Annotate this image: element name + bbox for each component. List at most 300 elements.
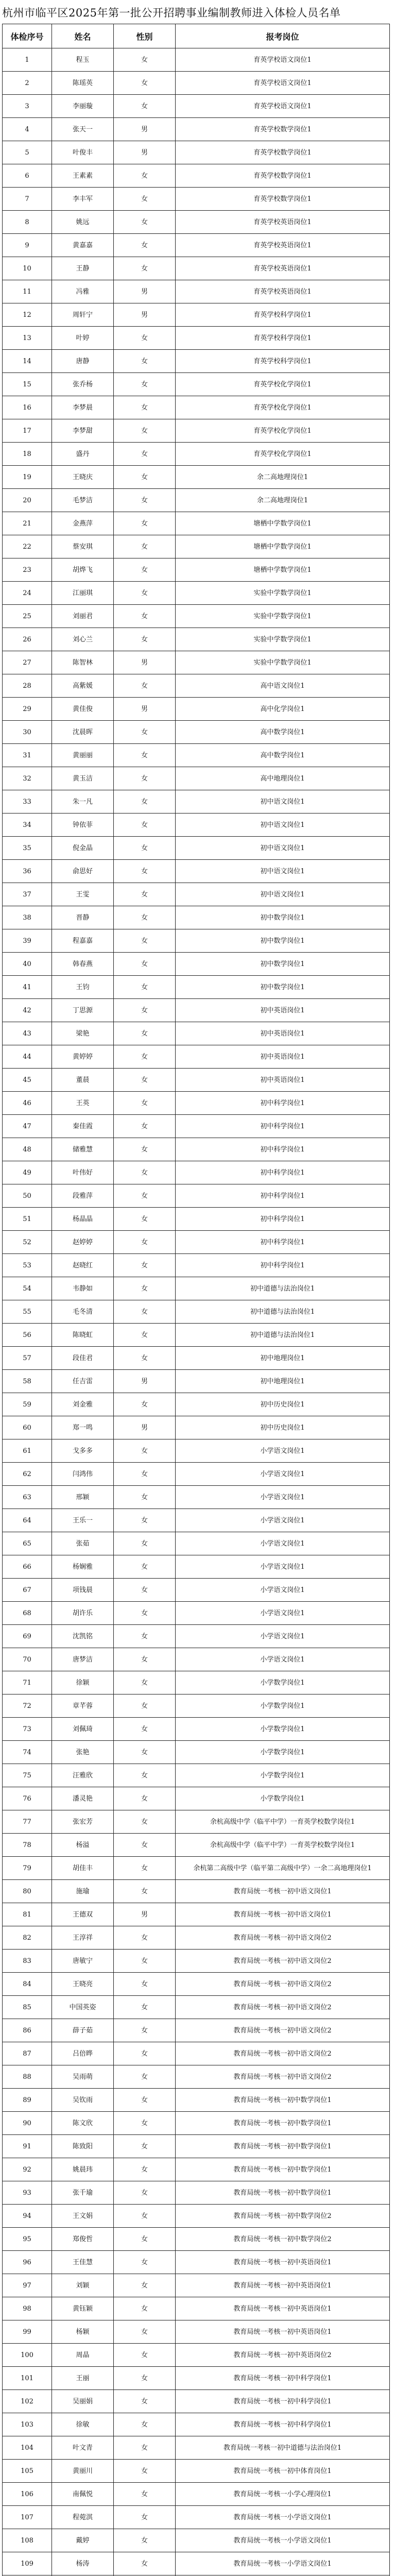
cell-post: 教育局统一考核一初中数学岗位2 — [176, 2205, 390, 2228]
cell-post: 初中科学岗位1 — [176, 1254, 390, 1277]
cell-gender: 女 — [114, 1648, 176, 1671]
table-row — [3, 443, 390, 466]
cell-name: 潘灵艳 — [52, 1787, 114, 1810]
cell-name: 黄佳俊 — [52, 698, 114, 721]
cell-gender: 女 — [114, 2506, 176, 2529]
cell-name: 王素素 — [52, 164, 114, 188]
table-row — [3, 2483, 390, 2506]
cell-exam-no: 43 — [3, 1022, 52, 1045]
cell-gender: 女 — [114, 2367, 176, 2390]
cell-exam-no: 67 — [3, 1579, 52, 1602]
table-row — [3, 95, 390, 118]
cell-exam-no: 74 — [3, 1741, 52, 1764]
cell-post: 初中英语岗位1 — [176, 1045, 390, 1069]
cell-gender: 女 — [114, 558, 176, 582]
table-row — [3, 211, 390, 234]
cell-gender: 女 — [114, 2158, 176, 2181]
cell-post: 初中历史岗位1 — [176, 1416, 390, 1439]
table-row — [3, 1694, 390, 1718]
cell-exam-no: 24 — [3, 582, 52, 605]
cell-gender: 女 — [114, 1532, 176, 1555]
cell-gender: 女 — [114, 976, 176, 999]
table-row — [3, 1648, 390, 1671]
cell-post: 教育局统一考核一小学语文岗位1 — [176, 2529, 390, 2552]
table-row — [3, 2506, 390, 2529]
cell-exam-no: 87 — [3, 2042, 52, 2065]
cell-post: 教育局统一考核一初中语文岗位1 — [176, 1880, 390, 1903]
cell-post: 小学语文岗位1 — [176, 1509, 390, 1532]
cell-gender: 女 — [114, 2344, 176, 2367]
cell-name: 杨娴雅 — [52, 1555, 114, 1579]
table-row — [3, 1787, 390, 1810]
cell-exam-no: 44 — [3, 1045, 52, 1069]
table-row — [3, 2552, 390, 2575]
table-row — [3, 1903, 390, 1926]
table-row — [3, 1996, 390, 2019]
table-row — [3, 1555, 390, 1579]
cell-name: 叶婷 — [52, 327, 114, 350]
cell-post: 初中道德与法治岗位1 — [176, 1277, 390, 1300]
cell-name: 周轩宁 — [52, 303, 114, 327]
cell-exam-no: 65 — [3, 1532, 52, 1555]
cell-name: 丁思源 — [52, 999, 114, 1022]
cell-gender: 女 — [114, 929, 176, 953]
cell-post: 初中地理岗位1 — [176, 1347, 390, 1370]
cell-exam-no: 77 — [3, 1810, 52, 1834]
header-exam-no: 体检序号 — [3, 24, 52, 48]
table-row — [3, 1439, 390, 1463]
cell-name: 胡佳丰 — [52, 1857, 114, 1880]
cell-gender: 女 — [114, 257, 176, 280]
cell-name: 施瑜 — [52, 1880, 114, 1903]
cell-name: 陈晓虹 — [52, 1324, 114, 1347]
table-row — [3, 489, 390, 512]
cell-post: 初中科学岗位1 — [176, 1184, 390, 1208]
cell-gender: 女 — [114, 721, 176, 744]
cell-exam-no: 8 — [3, 211, 52, 234]
table-row — [3, 1764, 390, 1787]
cell-post: 育英学校语文岗位1 — [176, 48, 390, 72]
cell-gender: 女 — [114, 1996, 176, 2019]
table-row — [3, 1880, 390, 1903]
table-row — [3, 906, 390, 929]
table-row — [3, 48, 390, 72]
cell-gender: 女 — [114, 234, 176, 257]
cell-exam-no: 107 — [3, 2506, 52, 2529]
cell-exam-no: 12 — [3, 303, 52, 327]
cell-name: 张宏芳 — [52, 1810, 114, 1834]
cell-exam-no: 52 — [3, 1231, 52, 1254]
cell-gender: 女 — [114, 1277, 176, 1300]
cell-exam-no: 73 — [3, 1718, 52, 1741]
cell-exam-no: 18 — [3, 443, 52, 466]
table-row — [3, 2413, 390, 2436]
table-row — [3, 327, 390, 350]
cell-post: 育英学校英语岗位1 — [176, 211, 390, 234]
cell-name: 蔡安琪 — [52, 535, 114, 558]
cell-name: 程嘉嘉 — [52, 929, 114, 953]
cell-exam-no: 66 — [3, 1555, 52, 1579]
cell-name: 王乐一 — [52, 1509, 114, 1532]
cell-post: 教育局统一考核一初中数学岗位1 — [176, 2112, 390, 2135]
table-row — [3, 1254, 390, 1277]
cell-post: 实验中学数学岗位1 — [176, 605, 390, 628]
cell-name: 胡许乐 — [52, 1602, 114, 1625]
cell-name: 王丽 — [52, 2367, 114, 2390]
cell-exam-no: 17 — [3, 419, 52, 443]
cell-gender: 女 — [114, 1671, 176, 1694]
cell-post: 育英学校语文岗位1 — [176, 95, 390, 118]
table-row — [3, 396, 390, 419]
cell-post: 余杭第二高级中学（临平第二高级中学）一余二高地理岗位1 — [176, 1857, 390, 1880]
table-row — [3, 1625, 390, 1648]
cell-exam-no: 15 — [3, 373, 52, 396]
cell-gender: 男 — [114, 141, 176, 164]
table-row — [3, 1161, 390, 1184]
cell-gender: 女 — [114, 396, 176, 419]
cell-name: 陈智林 — [52, 651, 114, 674]
cell-post: 育英学校英语岗位1 — [176, 234, 390, 257]
cell-post: 小学数学岗位1 — [176, 1764, 390, 1787]
table-row — [3, 1138, 390, 1161]
cell-exam-no: 54 — [3, 1277, 52, 1300]
cell-post: 高中语文岗位1 — [176, 674, 390, 698]
cell-name: 陈瑶英 — [52, 72, 114, 95]
cell-name: 王钧 — [52, 976, 114, 999]
cell-post: 初中语文岗位1 — [176, 860, 390, 883]
cell-name: 刘金雅 — [52, 1393, 114, 1416]
cell-gender: 女 — [114, 350, 176, 373]
cell-gender: 女 — [114, 744, 176, 767]
cell-gender: 女 — [114, 628, 176, 651]
cell-post: 小学数学岗位1 — [176, 1694, 390, 1718]
cell-gender: 男 — [114, 118, 176, 141]
cell-name: 刘佩琦 — [52, 1718, 114, 1741]
cell-exam-no: 108 — [3, 2529, 52, 2552]
table-row — [3, 605, 390, 628]
table-row — [3, 2367, 390, 2390]
cell-gender: 女 — [114, 605, 176, 628]
cell-name: 吴雨萌 — [52, 2065, 114, 2089]
cell-post: 小学语文岗位1 — [176, 1439, 390, 1463]
cell-name: 李丰军 — [52, 188, 114, 211]
cell-name: 杨晶晶 — [52, 1208, 114, 1231]
table-row — [3, 350, 390, 373]
cell-exam-no: 58 — [3, 1370, 52, 1393]
cell-name: 杨颖 — [52, 2320, 114, 2344]
cell-gender: 女 — [114, 2460, 176, 2483]
cell-exam-no: 27 — [3, 651, 52, 674]
cell-gender: 女 — [114, 2251, 176, 2274]
table-row — [3, 1926, 390, 1950]
cell-exam-no: 6 — [3, 164, 52, 188]
table-row — [3, 2228, 390, 2251]
cell-name: 高紫媛 — [52, 674, 114, 698]
table-row — [3, 814, 390, 837]
cell-gender: 女 — [114, 1300, 176, 1324]
cell-exam-no: 57 — [3, 1347, 52, 1370]
cell-post: 教育局统一考核一初中语文岗位2 — [176, 2042, 390, 2065]
cell-exam-no: 94 — [3, 2205, 52, 2228]
cell-exam-no: 88 — [3, 2065, 52, 2089]
cell-post: 小学数学岗位1 — [176, 1671, 390, 1694]
table-row — [3, 188, 390, 211]
cell-exam-no: 104 — [3, 2436, 52, 2460]
cell-gender: 女 — [114, 72, 176, 95]
cell-gender: 女 — [114, 2228, 176, 2251]
table-row — [3, 1370, 390, 1393]
cell-post: 初中科学岗位1 — [176, 1092, 390, 1115]
cell-post: 教育局统一考核一初中英语岗位1 — [176, 2274, 390, 2297]
cell-exam-no: 37 — [3, 883, 52, 906]
cell-exam-no: 75 — [3, 1764, 52, 1787]
cell-post: 小学语文岗位1 — [176, 1579, 390, 1602]
cell-name: 章芊蓉 — [52, 1694, 114, 1718]
cell-exam-no: 90 — [3, 2112, 52, 2135]
cell-post: 教育局统一考核一初中语文岗位2 — [176, 1973, 390, 1996]
cell-name: 金燕萍 — [52, 512, 114, 535]
cell-post: 教育局统一考核一初中体育岗位1 — [176, 2460, 390, 2483]
cell-gender: 女 — [114, 327, 176, 350]
table-row — [3, 1092, 390, 1115]
table-row — [3, 2529, 390, 2552]
cell-exam-no: 89 — [3, 2089, 52, 2112]
cell-post: 教育局统一考核一初中数学岗位1 — [176, 2158, 390, 2181]
cell-exam-no: 55 — [3, 1300, 52, 1324]
cell-name: 储雅慧 — [52, 1138, 114, 1161]
header-gender: 性别 — [114, 24, 176, 48]
cell-exam-no: 46 — [3, 1092, 52, 1115]
table-row — [3, 118, 390, 141]
cell-exam-no: 1 — [3, 48, 52, 72]
cell-name: 张千瑜 — [52, 2181, 114, 2205]
cell-gender: 女 — [114, 1115, 176, 1138]
cell-exam-no: 33 — [3, 790, 52, 814]
cell-name: 杨溢 — [52, 1834, 114, 1857]
table-row — [3, 1324, 390, 1347]
cell-exam-no: 3 — [3, 95, 52, 118]
cell-post: 余杭高级中学（临平中学）一育英学校数学岗位1 — [176, 1810, 390, 1834]
table-body — [3, 48, 390, 2576]
table-row — [3, 2297, 390, 2320]
table-row — [3, 582, 390, 605]
cell-gender: 女 — [114, 1486, 176, 1509]
cell-exam-no: 105 — [3, 2460, 52, 2483]
cell-gender: 女 — [114, 2320, 176, 2344]
table-row — [3, 1509, 390, 1532]
cell-exam-no: 70 — [3, 1648, 52, 1671]
cell-exam-no: 96 — [3, 2251, 52, 2274]
table-row — [3, 1277, 390, 1300]
table-row — [3, 1532, 390, 1555]
table-row — [3, 2274, 390, 2297]
cell-exam-no: 93 — [3, 2181, 52, 2205]
table-row — [3, 2436, 390, 2460]
cell-exam-no: 97 — [3, 2274, 52, 2297]
cell-name: 杨涛 — [52, 2552, 114, 2575]
cell-gender: 女 — [114, 1810, 176, 1834]
table-row — [3, 2460, 390, 2483]
cell-post: 初中英语岗位1 — [176, 1022, 390, 1045]
cell-exam-no: 61 — [3, 1439, 52, 1463]
table-row — [3, 2251, 390, 2274]
cell-post: 育英学校科学岗位1 — [176, 327, 390, 350]
cell-exam-no: 21 — [3, 512, 52, 535]
cell-exam-no: 35 — [3, 837, 52, 860]
table-row — [3, 1602, 390, 1625]
cell-exam-no: 34 — [3, 814, 52, 837]
table-row — [3, 628, 390, 651]
cell-post: 高中地理岗位1 — [176, 767, 390, 790]
cell-post: 初中科学岗位1 — [176, 1138, 390, 1161]
cell-name: 戴婷 — [52, 2529, 114, 2552]
cell-post: 小学数学岗位1 — [176, 1741, 390, 1764]
cell-gender: 女 — [114, 489, 176, 512]
cell-gender: 女 — [114, 2274, 176, 2297]
table-row — [3, 1671, 390, 1694]
cell-name: 王德双 — [52, 1903, 114, 1926]
page-title: 杭州市临平区2025年第一批公开招聘事业编制教师进入体检人员名单 — [2, 7, 341, 19]
table-header-row — [3, 24, 390, 48]
cell-post: 初中数学岗位1 — [176, 929, 390, 953]
cell-post: 小学数学岗位1 — [176, 1787, 390, 1810]
table-row — [3, 860, 390, 883]
table-row — [3, 1347, 390, 1370]
cell-post: 高中化学岗位1 — [176, 698, 390, 721]
cell-post: 育英学校化学岗位1 — [176, 396, 390, 419]
table-row — [3, 72, 390, 95]
cell-exam-no: 63 — [3, 1486, 52, 1509]
cell-name: 叶伟好 — [52, 1161, 114, 1184]
cell-name: 郑俊哲 — [52, 2228, 114, 2251]
table-row — [3, 303, 390, 327]
table-row — [3, 999, 390, 1022]
cell-gender: 女 — [114, 164, 176, 188]
cell-gender: 女 — [114, 790, 176, 814]
cell-post: 教育局统一考核一初中语文岗位2 — [176, 2065, 390, 2089]
table-row — [3, 2089, 390, 2112]
cell-exam-no: 23 — [3, 558, 52, 582]
cell-name: 段佳君 — [52, 1347, 114, 1370]
cell-name: 唐梦洁 — [52, 1648, 114, 1671]
cell-post: 初中语文岗位1 — [176, 814, 390, 837]
cell-exam-no: 59 — [3, 1393, 52, 1416]
table-row — [3, 535, 390, 558]
cell-exam-no: 47 — [3, 1115, 52, 1138]
cell-exam-no: 64 — [3, 1509, 52, 1532]
cell-gender: 女 — [114, 2135, 176, 2158]
cell-post: 实验中学数学岗位1 — [176, 651, 390, 674]
cell-exam-no: 76 — [3, 1787, 52, 1810]
cell-post: 育英学校化学岗位1 — [176, 373, 390, 396]
table-row — [3, 674, 390, 698]
cell-name: 韦静如 — [52, 1277, 114, 1300]
table-row — [3, 883, 390, 906]
cell-name: 江丽琪 — [52, 582, 114, 605]
cell-gender: 女 — [114, 1625, 176, 1648]
cell-name: 姚晨玮 — [52, 2158, 114, 2181]
table-row — [3, 1231, 390, 1254]
cell-name: 梁艳 — [52, 1022, 114, 1045]
cell-gender: 女 — [114, 1579, 176, 1602]
cell-name: 叶俊丰 — [52, 141, 114, 164]
cell-gender: 女 — [114, 2390, 176, 2413]
cell-exam-no: 42 — [3, 999, 52, 1022]
table-row — [3, 558, 390, 582]
cell-name: 王英 — [52, 1092, 114, 1115]
table-row — [3, 466, 390, 489]
table-row — [3, 1463, 390, 1486]
cell-exam-no: 13 — [3, 327, 52, 350]
cell-gender: 男 — [114, 280, 176, 303]
cell-name: 晋静 — [52, 906, 114, 929]
cell-post: 小学语文岗位1 — [176, 1648, 390, 1671]
cell-exam-no: 50 — [3, 1184, 52, 1208]
cell-post: 高中数学岗位1 — [176, 721, 390, 744]
table-row — [3, 1857, 390, 1880]
cell-gender: 女 — [114, 535, 176, 558]
table-row — [3, 1045, 390, 1069]
cell-name: 刘心兰 — [52, 628, 114, 651]
cell-exam-no: 85 — [3, 1996, 52, 2019]
cell-gender: 女 — [114, 1764, 176, 1787]
cell-post: 育英学校科学岗位1 — [176, 350, 390, 373]
cell-gender: 女 — [114, 1045, 176, 1069]
cell-name: 钟依菲 — [52, 814, 114, 837]
cell-post: 初中地理岗位1 — [176, 1370, 390, 1393]
cell-post: 实验中学数学岗位1 — [176, 628, 390, 651]
table-row — [3, 698, 390, 721]
cell-gender: 女 — [114, 2552, 176, 2575]
cell-exam-no: 4 — [3, 118, 52, 141]
table-row — [3, 141, 390, 164]
cell-name: 张艳 — [52, 1741, 114, 1764]
cell-post: 育英学校数学岗位1 — [176, 188, 390, 211]
cell-post: 小学数学岗位1 — [176, 1718, 390, 1741]
cell-post: 小学语文岗位1 — [176, 1625, 390, 1648]
table-row — [3, 2065, 390, 2089]
cell-name: 李丽璇 — [52, 95, 114, 118]
cell-gender: 女 — [114, 512, 176, 535]
cell-exam-no: 16 — [3, 396, 52, 419]
cell-exam-no: 10 — [3, 257, 52, 280]
roster-table — [2, 24, 390, 2576]
cell-gender: 女 — [114, 2112, 176, 2135]
cell-gender: 女 — [114, 188, 176, 211]
cell-gender: 女 — [114, 1787, 176, 1810]
cell-exam-no: 92 — [3, 2158, 52, 2181]
cell-exam-no: 106 — [3, 2483, 52, 2506]
table-row — [3, 790, 390, 814]
cell-exam-no: 98 — [3, 2297, 52, 2320]
cell-gender: 女 — [114, 1602, 176, 1625]
cell-name: 刘颖 — [52, 2274, 114, 2297]
cell-post: 小学语文岗位1 — [176, 1463, 390, 1486]
cell-exam-no: 82 — [3, 1926, 52, 1950]
cell-exam-no: 32 — [3, 767, 52, 790]
cell-post: 教育局统一考核一初中数学岗位2 — [176, 2228, 390, 2251]
table-row — [3, 1416, 390, 1439]
cell-post: 塘栖中学数学岗位1 — [176, 558, 390, 582]
table-row — [3, 929, 390, 953]
cell-name: 王佳慧 — [52, 2251, 114, 2274]
cell-exam-no: 28 — [3, 674, 52, 698]
cell-post: 高中数学岗位1 — [176, 744, 390, 767]
cell-post: 初中语文岗位1 — [176, 883, 390, 906]
table-row — [3, 1579, 390, 1602]
cell-name: 程菀淇 — [52, 2506, 114, 2529]
cell-post: 初中科学岗位1 — [176, 1161, 390, 1184]
